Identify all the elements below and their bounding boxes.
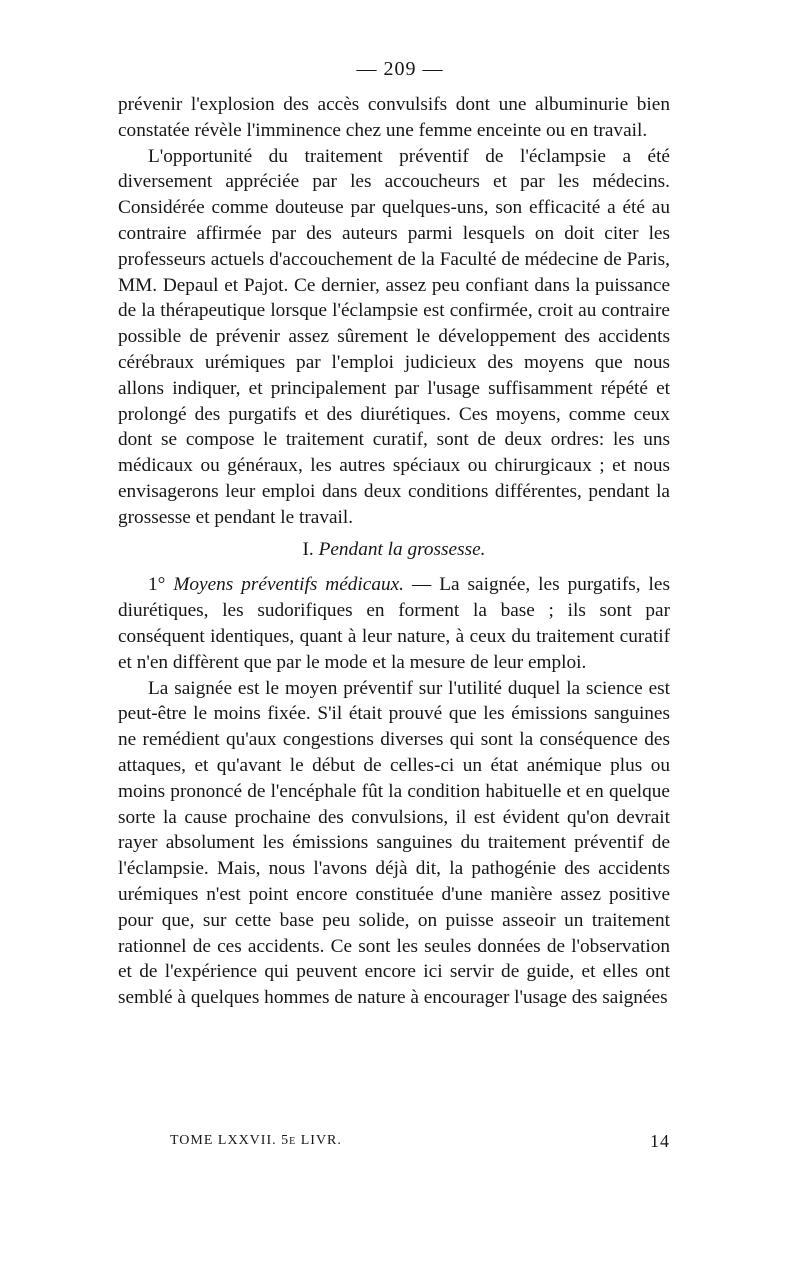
section-heading	[118, 537, 670, 563]
paragraph-opportunity: L'opportunité du traitement préventif de l'éclampsie a été diversement appréciée par les accoucheurs et par les médecins. Considérée comme douteuse par quelques-uns, son efficacité a été au contraire affirmée par des auteurs parmi lesquels on doit citer les professeurs actuels d'accouchement de la Faculté de médecine de Paris, MM. Depaul et Pajot. Ce dernier, assez peu confiant dans la puissance de la thérapeutique lorsque l'éclampsie est confirmée, croit au contraire possible de prévenir assez sûrement le développement des accidents cérébraux urémiques par l'emploi judicieux des moyens que nous allons indiquer, et principalement par l'usage suffisamment répété et prolongé des purgatifs et des diurétiques. Ces moyens, comme ceux dont se compose le traitement curatif, sont de deux ordres: les uns médicaux ou généraux, les autres spéciaux ou chirurgicaux ; et nous envisagerons leur emploi dans deux conditions différentes, pendant la grossesse et pendant le travail.	[118, 145, 670, 528]
subsection-number: 1°	[148, 574, 166, 596]
paragraph-subsection	[118, 572, 670, 675]
section-title: Pendant la grossesse.	[318, 538, 486, 560]
signature-mark: TOME LXXVII. 5e LIVR.	[170, 1133, 342, 1148]
paragraph-continuation: prévenir l'explosion des accès convulsifs dont une albuminurie bien constatée révèle l'imminence chez une femme enceinte ou en travail.	[118, 94, 670, 141]
subsection-title: Moyens préventifs médicaux.	[173, 574, 404, 596]
page-number: — 209 —	[356, 58, 444, 80]
section-number: I.	[302, 538, 314, 560]
page-footer	[170, 1133, 670, 1149]
paragraph-saignee: La saignée est le moyen préventif sur l'utilité duquel la science est peut-être le moins fixée. S'il était prouvé que les émissions sanguines ne remédient qu'aux congestions diverses qui sont la conséquence des attaques, et qu'avant le début de celles-ci un état anémique plus ou moins prononcé de l'encéphale fût la condition habituelle et en quelque sorte la cause prochaine des convulsions, il est évident qu'on devrait rayer absolument les émissions sanguines du traitement préventif de l'éclampsie. Mais, nous l'avons déjà dit, la pathogénie des accidents urémiques n'est point encore constituée d'une manière assez positive pour que, sur cette base peu solide, on puisse asseoir un traitement rationnel de ces accidents. Ce sont les seules données de l'observation et de l'expérience qui peuvent encore ici servir de guide, et elles ont semblé à quelques hommes de nature à encourager l'usage des saignées	[118, 677, 670, 1009]
subsection-text: — La saignée, les purgatifs, les diurétiques, les sudorifiques en forment la base ; ils sont par conséquent identiques, quant à leur nature, à ceux du traitement curatif et n'en diffèrent que par le mode et la mesure de leur emploi.	[118, 574, 670, 673]
folio-number: 14	[650, 1131, 670, 1151]
body-text	[118, 92, 670, 1011]
